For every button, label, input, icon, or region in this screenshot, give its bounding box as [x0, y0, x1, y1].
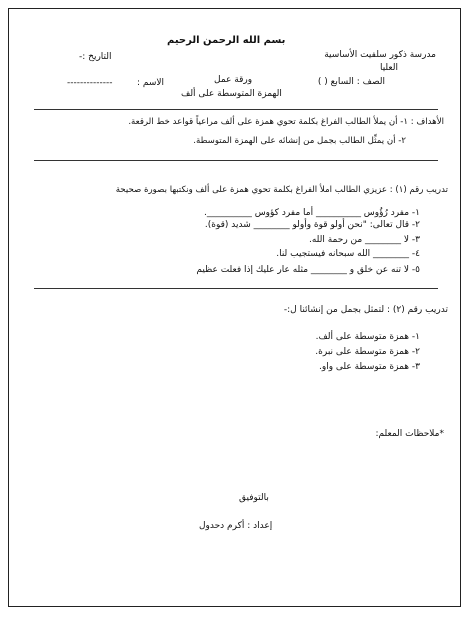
exercise2-item-2: ٢- همزة متوسطة على نبرة.: [315, 347, 420, 357]
grade-label: الصف : السابع ( ): [317, 77, 385, 87]
exercise-divider: [34, 288, 438, 289]
name-label: الاسم :: [137, 78, 165, 88]
header-divider: [34, 109, 438, 110]
school-level: العليا: [379, 63, 398, 73]
worksheet-page: [8, 8, 461, 607]
exercise1-item-4: ٤- ________ الله سبحانه فيستجيب لنا.: [276, 249, 420, 259]
exercise2-item-1: ١- همزة متوسطة على ألف.: [315, 332, 420, 342]
prepared-by: إعداد : أكرم دحدول: [199, 521, 273, 531]
objective-1: الأهداف : ١- أن يملأ الطالب الفراغ بكلمة تحوي همزة على ألف مراعياً قواعد خط الرقعة.: [128, 117, 444, 127]
closing-text: بالتوفيق: [239, 493, 269, 503]
objectives-divider: [34, 160, 438, 161]
worksheet-title: ورقة عمل: [214, 75, 253, 85]
exercise2-title: تدريب رقم (٢) : لتمثل بجمل من إنشائنا ل:-: [283, 305, 448, 315]
exercise2-item-3: ٣- همزة متوسطة على واو.: [318, 362, 420, 372]
school-name: مدرسة ذكور سلفيت الأساسية: [324, 50, 436, 60]
exercise1-item-3: ٣- لا ________ من رحمة الله.: [308, 235, 420, 245]
exercise1-item-2: ٢- قال تعالى: "نحن أولو قوة وأولو ________ شديد (قوة).: [204, 220, 420, 230]
exercise1-item-1: ١- مفرد رُؤُوس __________ أما مفرد كؤوس __________.: [203, 208, 420, 218]
teacher-notes: *ملاحظات المعلم:: [375, 429, 444, 439]
exercise1-item-5: ٥- لا تنه عن خلق و ________ مثله عار عليك إذا فعلت عظيم: [196, 265, 420, 275]
name-blank: --------------: [67, 78, 113, 88]
basmala: بسم الله الرحمن الرحيم: [167, 35, 286, 46]
exercise1-title: تدريب رقم (١) : عزيزي الطالب املأ الفراغ بكلمة تحوي همزة على ألف ونكتبها بصورة صحيحة: [115, 185, 448, 195]
topic-title: الهمزة المتوسطة على ألف: [181, 89, 282, 99]
date-label: التاريخ :-: [79, 52, 112, 62]
objective-2: ٢- أن يمثِّل الطالب بجمل من إنشائه على الهمزة المتوسطة.: [193, 136, 406, 146]
